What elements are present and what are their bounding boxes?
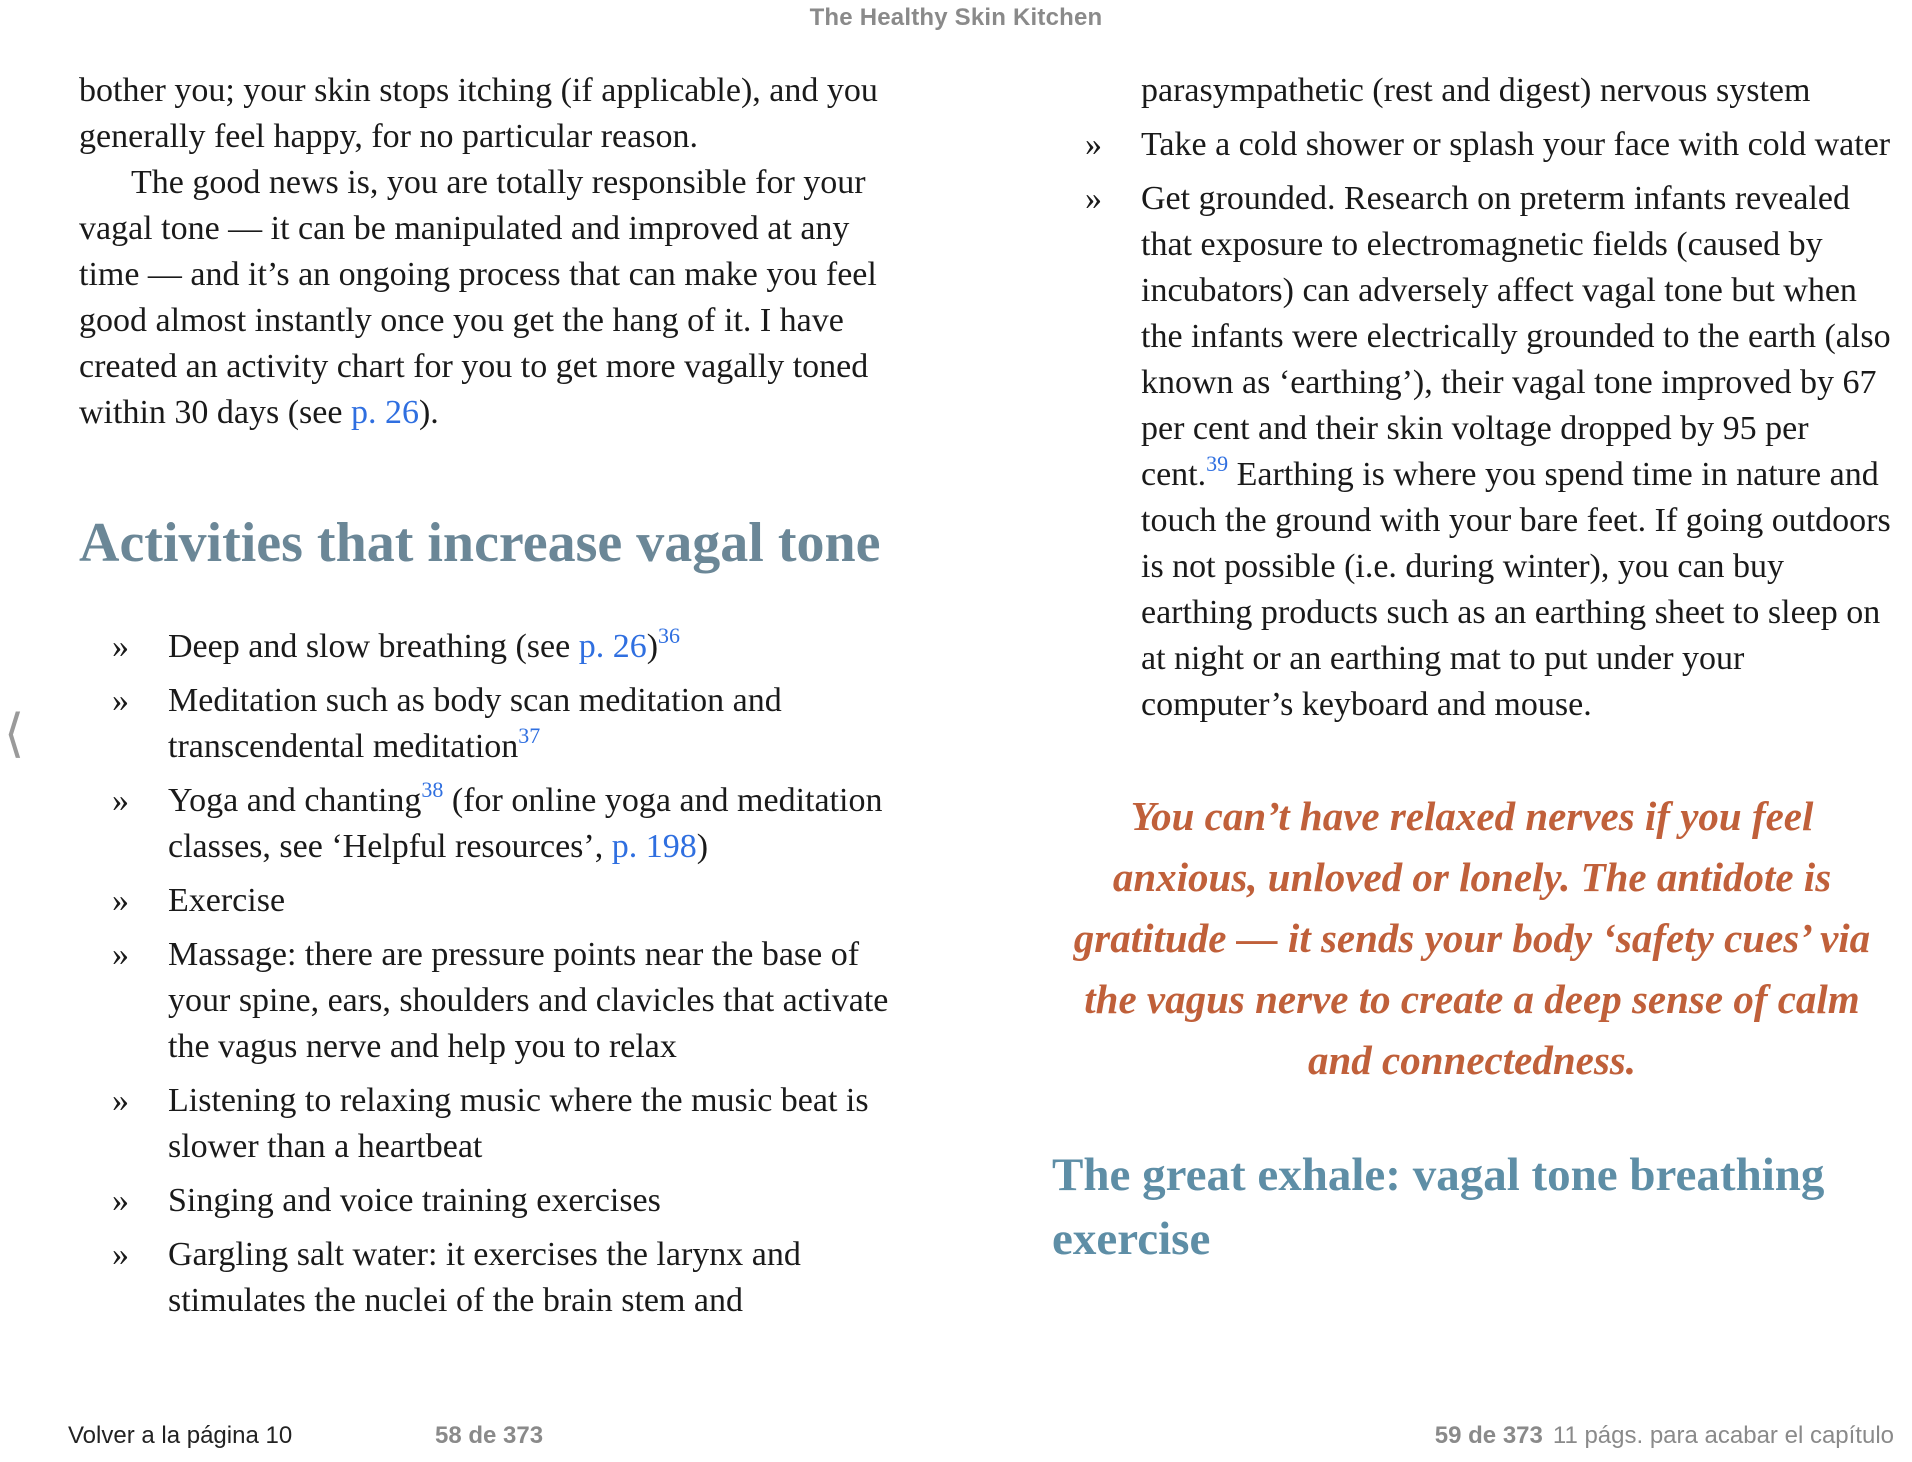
bullet-text: Deep and slow breathing (see bbox=[168, 628, 579, 665]
list-item bbox=[1052, 122, 1892, 168]
list-item bbox=[79, 778, 909, 870]
pull-quote: You can’t have relaxed nerves if you feel anxious, unloved or lonely. The antidote is gratitude — it sends your body ‘safety cues’ via the vagus nerve to create a deep sense of calm and connectedness. bbox=[1073, 793, 1871, 1083]
chapter-remaining: 11 págs. para acabar el capítulo bbox=[1552, 1422, 1894, 1449]
bullet-text: ) bbox=[646, 628, 659, 665]
bullet-text: Take a cold shower or splash your face with cold water bbox=[1141, 126, 1891, 163]
list-item bbox=[79, 1078, 909, 1170]
bullet-text: Get grounded. Research on preterm infants revealed that exposure to electromagnetic fields (caused by incubators) can adversely affect vagal tone but when the infants were electrically grounded to the earth (also known as ‘earthing’), their vagal tone improved by 67 per cent and their skin voltage dropped by 95 per cent. bbox=[1141, 180, 1891, 493]
bullet-marker: » bbox=[112, 936, 129, 973]
bullet-marker: » bbox=[112, 782, 129, 819]
section-heading-great-exhale: The great exhale: vagal tone breathing exercise bbox=[1052, 1149, 1825, 1265]
footnote-ref-38[interactable]: 38 bbox=[421, 776, 444, 802]
list-item bbox=[79, 932, 909, 1070]
bullet-text: Meditation such as body scan meditation and transcendental meditation bbox=[168, 682, 782, 765]
list-item bbox=[79, 1178, 909, 1224]
bullet-marker: » bbox=[112, 1082, 129, 1119]
footnote-ref-36[interactable]: 36 bbox=[658, 622, 681, 648]
bullet-marker: » bbox=[112, 1236, 129, 1273]
para2-text: The good news is, you are totally responsible for your vagal tone — it can be manipulated and improved at any time — and it’s an ongoing process that can make you feel good almost instantly once you get the hang of it. I have created an activity chart for you to get more vagally toned within 30 days (see bbox=[79, 164, 877, 431]
bullet-marker: » bbox=[112, 682, 129, 719]
bullet-text: Exercise bbox=[168, 882, 286, 919]
bullet-marker: » bbox=[112, 1182, 129, 1219]
bullet-marker: » bbox=[1085, 126, 1102, 163]
bullet-marker: » bbox=[112, 628, 129, 665]
right-page-number: 59 de 373 bbox=[1434, 1422, 1543, 1449]
bullet-text: Yoga and chanting bbox=[168, 782, 422, 819]
bullet-text: (for online yoga and meditation classes, see ‘Helpful resources’, bbox=[168, 782, 883, 865]
footnote-ref-39[interactable]: 39 bbox=[1206, 450, 1229, 476]
bullet-text: Gargling salt water: it exercises the larynx and stimulates the nuclei of the brain stem and bbox=[168, 1236, 801, 1319]
bullet-text: Earthing is where you spend time in nature and touch the ground with your bare feet. If going outdoors is not possible (i.e. during winter), you can buy earthing products such as an earthing sheet to sleep on at night or an earthing mat to put under your computer’s keyboard and mouse. bbox=[1141, 456, 1891, 723]
footnote-ref-37[interactable]: 37 bbox=[518, 722, 541, 748]
page-link-26[interactable]: p. 26 bbox=[578, 628, 647, 665]
activities-list-continued bbox=[1052, 122, 1892, 728]
bullet-continuation: parasympathetic (rest and digest) nervous system bbox=[1141, 72, 1811, 109]
bullet-text: Listening to relaxing music where the music beat is slower than a heartbeat bbox=[168, 1082, 869, 1165]
section-heading-activities: Activities that increase vagal tone bbox=[79, 512, 881, 574]
bullet-text: Massage: there are pressure points near the base of your spine, ears, shoulders and clavicles that activate the vagus nerve and help you to relax bbox=[168, 936, 889, 1065]
list-item bbox=[79, 678, 909, 770]
list-item bbox=[1052, 176, 1892, 728]
right-page-status bbox=[1435, 1422, 1894, 1450]
previous-page-arrow-icon[interactable]: ⟨ bbox=[4, 704, 25, 764]
activities-list bbox=[79, 624, 909, 1324]
right-page bbox=[1052, 68, 1892, 1271]
back-to-page-link[interactable]: Volver a la página 10 bbox=[68, 1422, 293, 1449]
left-para-continuation: bother you; your skin stops itching (if applicable), and you generally feel happy, for no particular reason. bbox=[79, 72, 878, 155]
book-title: The Healthy Skin Kitchen bbox=[809, 4, 1103, 31]
bullet-marker: » bbox=[112, 882, 129, 919]
bullet-marker: » bbox=[1085, 180, 1102, 217]
left-para-vagal-tone bbox=[79, 160, 909, 436]
page-link-198[interactable]: p. 198 bbox=[611, 828, 697, 865]
bullet-text: Singing and voice training exercises bbox=[168, 1182, 661, 1219]
page-link-26[interactable]: p. 26 bbox=[350, 394, 419, 431]
list-item bbox=[79, 878, 909, 924]
list-item bbox=[79, 624, 909, 670]
left-page-number: 58 de 373 bbox=[435, 1422, 544, 1449]
para2-end: ). bbox=[418, 394, 439, 431]
bullet-text: ) bbox=[696, 828, 709, 865]
list-item bbox=[79, 1232, 909, 1324]
left-page bbox=[79, 68, 909, 1332]
